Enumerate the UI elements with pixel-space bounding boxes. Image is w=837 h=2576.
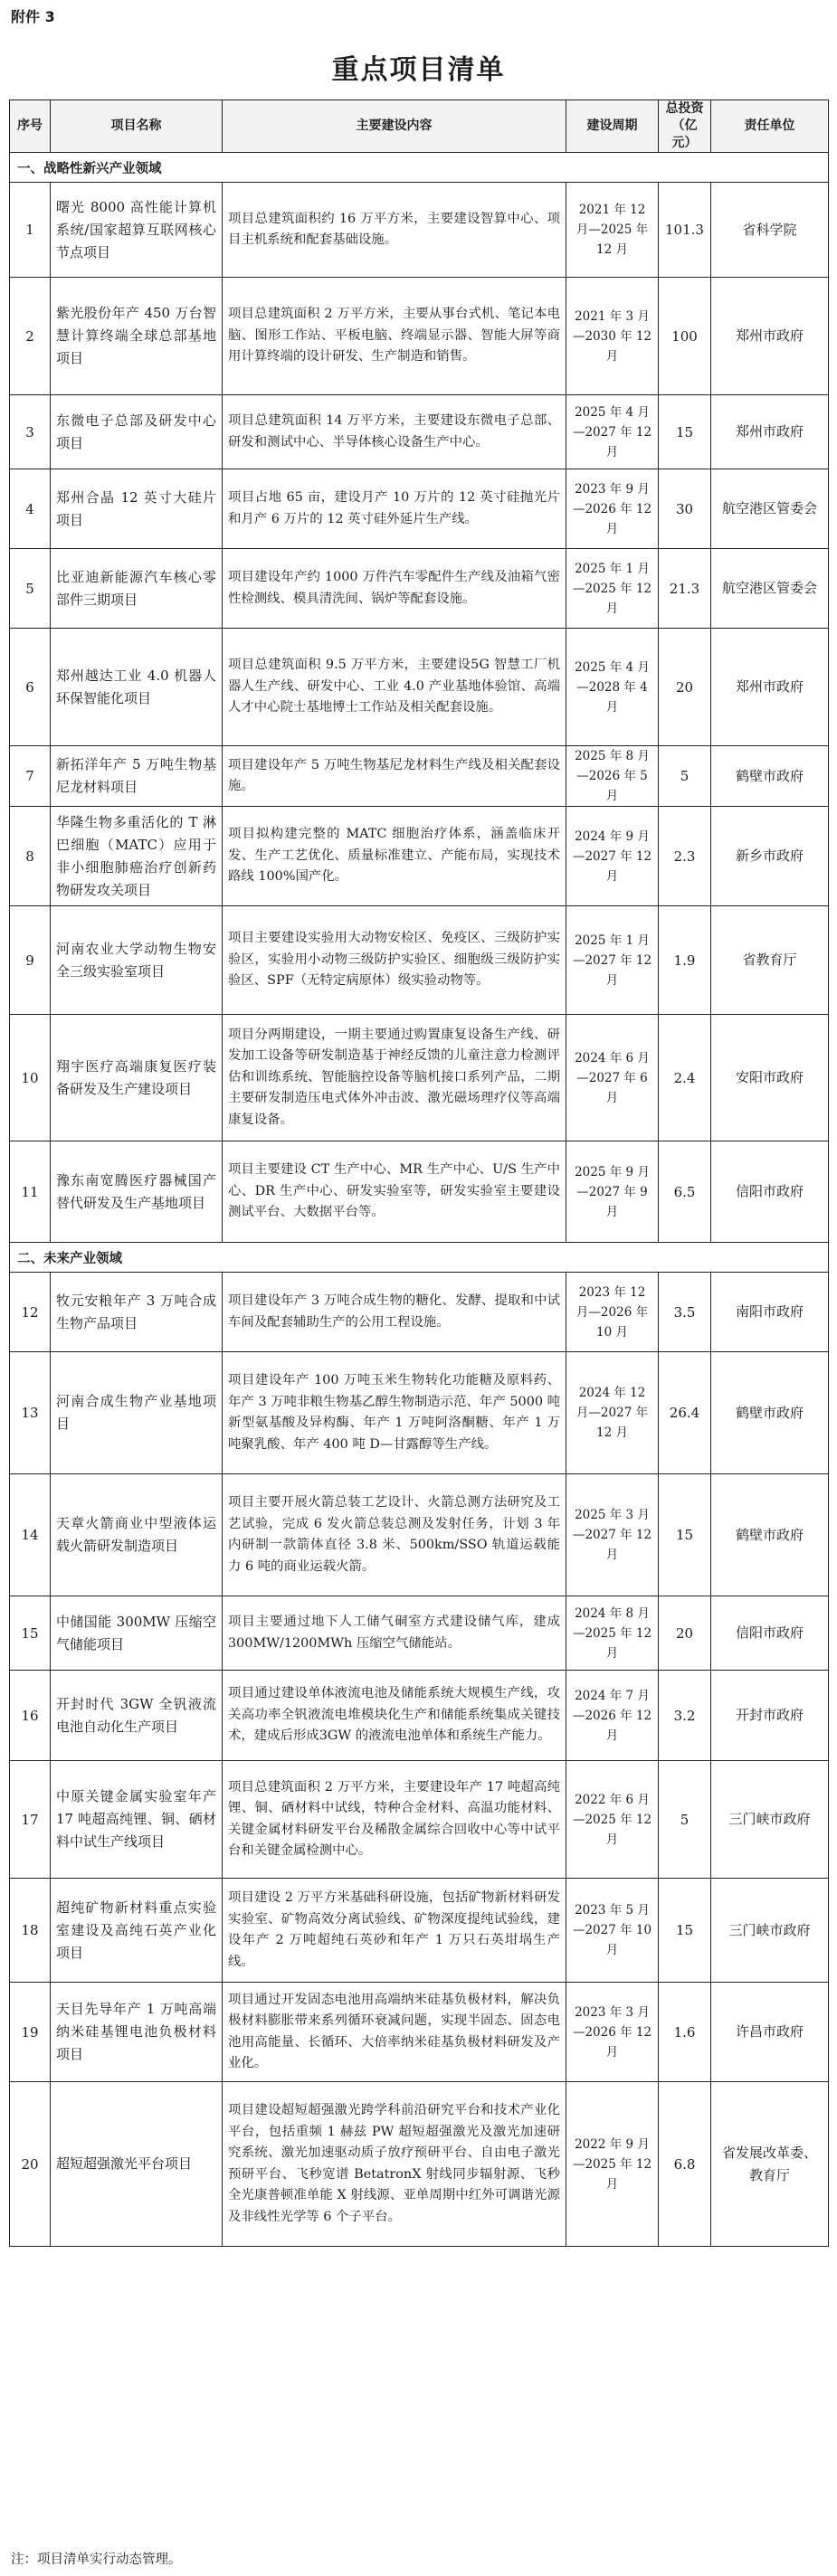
cell-content: 项目建设超短超强激光跨学科前沿研究平台和技术产业化平台，包括重频 1 赫兹 PW 超短超强激光及激光加速研究系统、激光加速驱动质子放疗预研平台、自由电子激光预研平台、飞秒宽谱 BetatronX 射线同步辐射源、飞秒全光康普顿准单能 X 射线源、亚单周期中红外可调谐光源及非线性光学等 6 个子平台。 — [223, 2082, 566, 2247]
cell-period: 2024 年 12 月—2027 年 12 月 — [566, 1352, 659, 1474]
cell-investment: 6.5 — [659, 1141, 711, 1243]
cell-content: 项目总建筑面积 14 万平方米，主要建设东微电子总部、研发和测试中心、半导体核心设备生产中心。 — [223, 395, 566, 469]
cell-project-name: 开封时代 3GW 全钒液流电池自动化生产项目 — [51, 1671, 223, 1761]
cell-period: 2025 年 8 月—2026 年 5 月 — [566, 746, 659, 807]
cell-project-name: 新拓洋年产 5 万吨生物基尼龙材料项目 — [51, 746, 223, 807]
cell-investment: 2.3 — [659, 807, 711, 906]
cell-investment: 3.2 — [659, 1671, 711, 1761]
cell-unit: 南阳市政府 — [711, 1273, 829, 1352]
cell-no: 20 — [10, 2082, 51, 2247]
table-row — [10, 1352, 829, 1474]
cell-project-name: 翔宇医疗高端康复医疗装备研发及生产建设项目 — [51, 1015, 223, 1141]
table-row — [10, 278, 829, 395]
cell-unit: 许昌市政府 — [711, 1983, 829, 2082]
cell-investment: 1.6 — [659, 1983, 711, 2082]
section-title: 二、未来产业领域 — [10, 1243, 829, 1273]
cell-period: 2025 年 4 月—2027 年 12 月 — [566, 395, 659, 469]
cell-period: 2025 年 3 月—2027 年 12 月 — [566, 1474, 659, 1596]
cell-content: 项目拟构建完整的 MATC 细胞治疗体系，涵盖临床开发、生产工艺优化、质量标准建立、产能布局，实现技术路线 100%国产化。 — [223, 807, 566, 906]
table-row — [10, 1273, 829, 1352]
cell-content: 项目主要建设实验用大动物安检区、免疫区、三级防护实验区，实验用小动物三级防护实验区、细胞级三级防护实验区、SPF（无特定病原体）级实验动物等。 — [223, 906, 566, 1015]
table-row — [10, 1141, 829, 1243]
cell-period: 2025 年 1 月—2025 年 12 月 — [566, 549, 659, 629]
cell-no: 1 — [10, 183, 51, 278]
cell-no: 2 — [10, 278, 51, 395]
cell-no: 18 — [10, 1879, 51, 1983]
cell-unit: 郑州市政府 — [711, 395, 829, 469]
cell-content: 项目建设年产 100 万吨玉米生物转化功能糖及原料药、年产 3 万吨非粮生物基乙醇生物制造示范、年产 5000 吨新型氨基酸及异构酶、年产 1 万吨阿洛酮糖、年产 1 万吨聚乳酸、年产 400 吨 D—甘露醇等生产线。 — [223, 1352, 566, 1474]
cell-no: 9 — [10, 906, 51, 1015]
cell-period: 2021 年 12 月—2025 年 12 月 — [566, 183, 659, 278]
cell-unit: 省发展改革委、教育厅 — [711, 2082, 829, 2247]
cell-content: 项目总建筑面积 2 万平方米，主要建设年产 17 吨超高纯锂、铜、硒材料中试线，特种合金材料、高温功能材料、关键金属材料研发平台及稀散金属综合回收中心等中试平台和关键金属检测中心。 — [223, 1761, 566, 1879]
cell-no: 10 — [10, 1015, 51, 1141]
table-body — [10, 153, 829, 2247]
cell-investment: 20 — [659, 1596, 711, 1671]
cell-no: 7 — [10, 746, 51, 807]
cell-unit: 信阳市政府 — [711, 1141, 829, 1243]
cell-period: 2024 年 9 月—2027 年 12 月 — [566, 807, 659, 906]
cell-period: 2022 年 9 月—2025 年 12 月 — [566, 2082, 659, 2247]
cell-project-name: 超纯矿物新材料重点实验室建设及高纯石英产业化项目 — [51, 1879, 223, 1983]
cell-no: 6 — [10, 629, 51, 746]
cell-investment: 101.3 — [659, 183, 711, 278]
table-row — [10, 1474, 829, 1596]
table-row — [10, 906, 829, 1015]
cell-content: 项目通过建设单体液流电池及储能系统大规模生产线，攻关高功率全钒液流电堆模块化生产和储能系统集成关键技术，建成后形成3GW 的液流电池单体和系统生产能力。 — [223, 1671, 566, 1761]
cell-investment: 2.4 — [659, 1015, 711, 1141]
cell-period: 2025 年 1 月—2027 年 12 月 — [566, 906, 659, 1015]
cell-no: 11 — [10, 1141, 51, 1243]
table-row — [10, 549, 829, 629]
cell-project-name: 超短超强激光平台项目 — [51, 2082, 223, 2247]
cell-period: 2024 年 6 月—2027 年 6 月 — [566, 1015, 659, 1141]
cell-no: 3 — [10, 395, 51, 469]
cell-project-name: 紫光股份年产 450 万台智慧计算终端全球总部基地项目 — [51, 278, 223, 395]
header-period: 建设周期 — [566, 100, 659, 153]
cell-project-name: 华隆生物多重活化的 T 淋巴细胞（MATC）应用于非小细胞肺癌治疗创新药物研发攻关项目 — [51, 807, 223, 906]
cell-unit: 鹤壁市政府 — [711, 1352, 829, 1474]
cell-content: 项目主要通过地下人工储气硐室方式建设储气库，建成 300MW/1200MWh 压缩空气储能站。 — [223, 1596, 566, 1671]
cell-no: 14 — [10, 1474, 51, 1596]
table-row — [10, 2082, 829, 2247]
table-row — [10, 807, 829, 906]
section-title: 一、战略性新兴产业领域 — [10, 153, 829, 183]
cell-unit: 三门峡市政府 — [711, 1879, 829, 1983]
cell-no: 17 — [10, 1761, 51, 1879]
table-row — [10, 1983, 829, 2082]
cell-project-name: 中储国能 300MW 压缩空气储能项目 — [51, 1596, 223, 1671]
cell-project-name: 郑州越达工业 4.0 机器人环保智能化项目 — [51, 629, 223, 746]
cell-project-name: 天章火箭商业中型液体运载火箭研发制造项目 — [51, 1474, 223, 1596]
cell-content: 项目通过开发固态电池用高端纳米硅基负极材料，解决负极材料膨胀带来系列循环衰减问题，实现半固态、固态电池用高能量、长循环、大倍率纳米硅基负极材料研发及产业化。 — [223, 1983, 566, 2082]
cell-investment: 20 — [659, 629, 711, 746]
cell-no: 12 — [10, 1273, 51, 1352]
cell-investment: 30 — [659, 469, 711, 549]
cell-project-name: 豫东南宽腾医疗器械国产替代研发及生产基地项目 — [51, 1141, 223, 1243]
footnote: 注：项目清单实行动态管理。 — [11, 2552, 182, 2567]
cell-period: 2022 年 6 月—2025 年 12 月 — [566, 1761, 659, 1879]
cell-investment: 100 — [659, 278, 711, 395]
header-unit: 责任单位 — [711, 100, 829, 153]
cell-unit: 航空港区管委会 — [711, 549, 829, 629]
cell-content: 项目总建筑面积 9.5 万平方米，主要建设5G 智慧工厂机器人生产线、研发中心、工业 4.0 产业基地体验馆、高端人才中心院士基地博士工作站及相关配套设施。 — [223, 629, 566, 746]
cell-investment: 5 — [659, 1761, 711, 1879]
cell-unit: 鹤壁市政府 — [711, 1474, 829, 1596]
cell-unit: 鹤壁市政府 — [711, 746, 829, 807]
cell-period: 2023 年 9 月—2026 年 12 月 — [566, 469, 659, 549]
cell-investment: 21.3 — [659, 549, 711, 629]
cell-period: 2024 年 7 月—2026 年 12 月 — [566, 1671, 659, 1761]
cell-no: 8 — [10, 807, 51, 906]
cell-project-name: 河南合成生物产业基地项目 — [51, 1352, 223, 1474]
cell-period: 2023 年 5 月—2027 年 10 月 — [566, 1879, 659, 1983]
table-row — [10, 629, 829, 746]
cell-unit: 新乡市政府 — [711, 807, 829, 906]
cell-content: 项目主要建设 CT 生产中心、MR 生产中心、U/S 生产中心、DR 生产中心、研发实验室等，研发实验室主要建设测试平台、大数据平台等。 — [223, 1141, 566, 1243]
cell-investment: 15 — [659, 395, 711, 469]
cell-content: 项目建设年产约 1000 万件汽车零配件生产线及油箱气密性检测线、模具清洗间、锅炉等配套设施。 — [223, 549, 566, 629]
attachment-label: 附件 3 — [11, 8, 55, 25]
cell-investment: 6.8 — [659, 2082, 711, 2247]
table-row — [10, 1671, 829, 1761]
cell-period: 2025 年 4 月—2028 年 4 月 — [566, 629, 659, 746]
cell-no: 19 — [10, 1983, 51, 2082]
cell-project-name: 东微电子总部及研发中心项目 — [51, 395, 223, 469]
table-row — [10, 1761, 829, 1879]
cell-content: 项目占地 65 亩，建设月产 10 万片的 12 英寸硅抛光片和月产 6 万片的 12 英寸硅外延片生产线。 — [223, 469, 566, 549]
cell-unit: 省教育厅 — [711, 906, 829, 1015]
cell-project-name: 河南农业大学动物生物安全三级实验室项目 — [51, 906, 223, 1015]
table-header-row — [10, 100, 829, 153]
cell-period: 2023 年 3 月—2026 年 12 月 — [566, 1983, 659, 2082]
cell-content: 项目建设年产 3 万吨合成生物的糖化、发酵、提取和中试车间及配套辅助生产的公用工程设施。 — [223, 1273, 566, 1352]
header-investment: 总投资（亿元） — [659, 100, 711, 153]
cell-no: 16 — [10, 1671, 51, 1761]
cell-unit: 郑州市政府 — [711, 629, 829, 746]
cell-unit: 安阳市政府 — [711, 1015, 829, 1141]
cell-project-name: 郑州合晶 12 英寸大硅片项目 — [51, 469, 223, 549]
cell-content: 项目总建筑面积约 16 万平方米，主要建设智算中心、项目主机系统和配套基础设施。 — [223, 183, 566, 278]
cell-project-name: 中原关键金属实验室年产 17 吨超高纯锂、铜、硒材料中试生产线项目 — [51, 1761, 223, 1879]
section-row — [10, 153, 829, 183]
cell-no: 5 — [10, 549, 51, 629]
cell-content: 项目建设 2 万平方米基础科研设施，包括矿物新材料研发实验室、矿物高效分离试验线、矿物深度提纯试验线，建设年产 2 万吨超纯石英砂和年产 1 万只石英坩埚生产线。 — [223, 1879, 566, 1983]
table-row — [10, 183, 829, 278]
table-row — [10, 1879, 829, 1983]
cell-no: 13 — [10, 1352, 51, 1474]
cell-unit: 开封市政府 — [711, 1671, 829, 1761]
table-row — [10, 395, 829, 469]
header-name: 项目名称 — [51, 100, 223, 153]
cell-investment: 1.9 — [659, 906, 711, 1015]
table-row — [10, 1015, 829, 1141]
cell-content: 项目建设年产 5 万吨生物基尼龙材料生产线及相关配套设施。 — [223, 746, 566, 807]
cell-unit: 信阳市政府 — [711, 1596, 829, 1671]
cell-unit: 省科学院 — [711, 183, 829, 278]
table-row — [10, 1596, 829, 1671]
cell-investment: 26.4 — [659, 1352, 711, 1474]
cell-investment: 3.5 — [659, 1273, 711, 1352]
cell-no: 4 — [10, 469, 51, 549]
cell-no: 15 — [10, 1596, 51, 1671]
cell-content: 项目分两期建设，一期主要通过购置康复设备生产线、研发加工设备等研发制造基于神经反馈的儿童注意力检测评估和训练系统、智能脑控设备等脑机接口系列产品，二期主要研发制造压电式体外冲击波、激光磁场理疗仪等高端康复设备。 — [223, 1015, 566, 1141]
cell-investment: 15 — [659, 1474, 711, 1596]
table-row — [10, 469, 829, 549]
cell-project-name: 曙光 8000 高性能计算机系统/国家超算互联网核心节点项目 — [51, 183, 223, 278]
header-no: 序号 — [10, 100, 51, 153]
header-content: 主要建设内容 — [223, 100, 566, 153]
page-title: 重点项目清单 — [331, 54, 506, 86]
cell-project-name: 牧元安粮年产 3 万吨合成生物产品项目 — [51, 1273, 223, 1352]
cell-period: 2021 年 3 月—2030 年 12 月 — [566, 278, 659, 395]
cell-period: 2024 年 8 月—2025 年 12 月 — [566, 1596, 659, 1671]
cell-unit: 郑州市政府 — [711, 278, 829, 395]
project-table — [9, 99, 829, 2247]
cell-period: 2025 年 9 月—2027 年 9 月 — [566, 1141, 659, 1243]
cell-content: 项目主要开展火箭总装工艺设计、火箭总测方法研究及工艺试验，完成 6 发火箭总装总测及发射任务，计划 3 年内研制一款箭体直径 3.8 米、500km/SSO 轨道运载能力 6 吨的商业运载火箭。 — [223, 1474, 566, 1596]
section-row — [10, 1243, 829, 1273]
cell-project-name: 天目先导年产 1 万吨高端纳米硅基锂电池负极材料项目 — [51, 1983, 223, 2082]
cell-investment: 15 — [659, 1879, 711, 1983]
table-row — [10, 746, 829, 807]
cell-period: 2023 年 12 月—2026 年 10 月 — [566, 1273, 659, 1352]
cell-investment: 5 — [659, 746, 711, 807]
cell-content: 项目总建筑面积 2 万平方米，主要从事台式机、笔记本电脑、图形工作站、平板电脑、终端显示器、智能大屏等商用计算终端的设计研发、生产制造和销售。 — [223, 278, 566, 395]
cell-unit: 航空港区管委会 — [711, 469, 829, 549]
cell-unit: 三门峡市政府 — [711, 1761, 829, 1879]
cell-project-name: 比亚迪新能源汽车核心零部件三期项目 — [51, 549, 223, 629]
